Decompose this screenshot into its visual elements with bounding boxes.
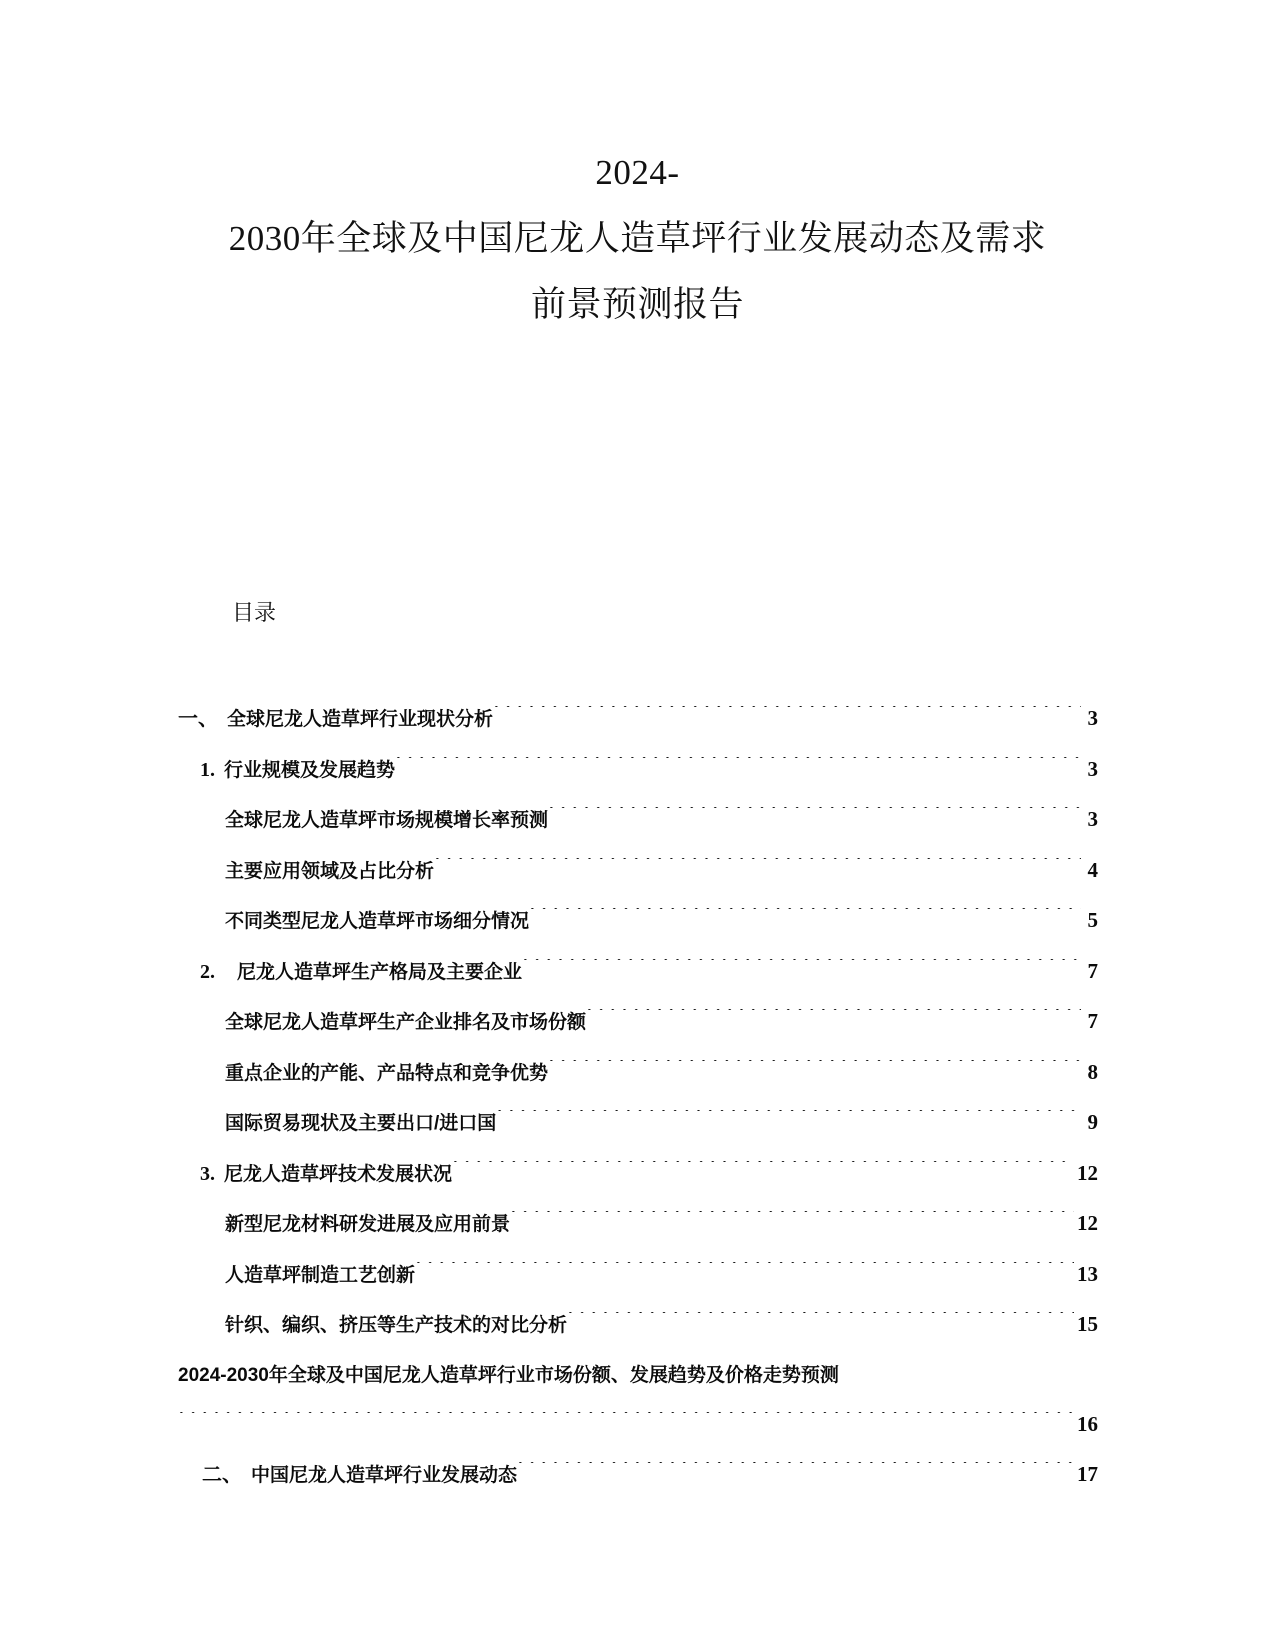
toc-entry-label: 尼龙人造草坪技术发展状况 [224, 1163, 453, 1185]
toc-leader-dots [396, 757, 1081, 776]
toc-leader-dots [568, 1312, 1074, 1331]
toc-leader-dots [587, 1009, 1081, 1028]
toc-entry-page: 3 [1087, 756, 1098, 781]
toc-entry-page: 9 [1087, 1110, 1098, 1134]
toc-entry[interactable] [178, 846, 1098, 897]
toc-entry-label: 行业规模及发展趋势 [224, 759, 396, 781]
toc-entry-number: 二、 [202, 1463, 242, 1486]
title-line-3: 前景预测报告 [530, 285, 744, 324]
toc-entry-label: 针织、编织、挤压等生产技术的对比分析 [225, 1315, 568, 1336]
toc-entry-page: 15 [1077, 1312, 1098, 1336]
toc-entry[interactable] [178, 1450, 1098, 1501]
toc-entry[interactable] [178, 1149, 1098, 1200]
toc-entry-label: 全球尼龙人造草坪市场规模增长率预测 [225, 810, 549, 831]
toc-entry-number: 2. [200, 960, 215, 983]
toc-entry-wrapped-text[interactable] [178, 1351, 1098, 1401]
toc-entry-wrapped-leader[interactable] [178, 1400, 1098, 1450]
toc-entry-label: 主要应用领域及占比分析 [225, 860, 435, 882]
toc-entry-label: 全球尼龙人造草坪生产企业排名及市场份额 [225, 1012, 587, 1033]
toc-entry-page: 5 [1087, 908, 1098, 932]
toc-entry-number: 1. [200, 758, 215, 781]
toc-entry-label: 国际贸易现状及主要出口/进口国 [225, 1113, 497, 1134]
toc-entry-page: 4 [1087, 857, 1098, 882]
toc-entry-page: 3 [1087, 706, 1098, 730]
toc-entry-page: 13 [1077, 1261, 1098, 1286]
toc-entry-number: 一、 [178, 708, 218, 730]
toc-entry[interactable] [178, 795, 1098, 846]
toc-entry-page: 3 [1087, 807, 1098, 831]
toc-leader-dots [518, 1462, 1074, 1481]
toc-entry-page: 12 [1077, 1211, 1098, 1235]
toc-entry[interactable] [178, 1048, 1098, 1099]
toc-entry[interactable] [178, 1199, 1098, 1250]
toc-entry-label: 尼龙人造草坪生产格局及主要企业 [237, 961, 523, 983]
toc-leader-dots [497, 1110, 1081, 1129]
toc-leader-dots [549, 807, 1081, 826]
toc-leader-dots [494, 706, 1081, 725]
toc-leader-dots [416, 1262, 1074, 1281]
toc-entry-label: 中国尼龙人造草坪行业发展动态 [251, 1464, 518, 1486]
toc-entry-label: 2024-2030年全球及中国尼龙人造草坪行业市场份额、发展趋势及价格走势预测 [178, 1364, 839, 1386]
toc-entry[interactable] [178, 694, 1098, 745]
toc-leader-dots [530, 908, 1081, 927]
toc-leader-dots [453, 1161, 1074, 1180]
toc-entry[interactable] [178, 1250, 1098, 1301]
toc-leader-dots [179, 1412, 1074, 1431]
toc-entry-label: 不同类型尼龙人造草坪市场细分情况 [225, 911, 530, 932]
toc-entry-page: 7 [1087, 1009, 1098, 1033]
toc-entry[interactable] [178, 1300, 1098, 1351]
toc-entry-page: 17 [1077, 1461, 1098, 1486]
toc-leader-dots [523, 959, 1081, 978]
toc-entry[interactable] [178, 1098, 1098, 1149]
toc-entry[interactable] [178, 947, 1098, 998]
title-line-1: 2024- [595, 153, 680, 192]
toc-entry-page: 8 [1087, 1059, 1098, 1084]
toc-entry[interactable] [178, 896, 1098, 947]
toc-entry-label: 新型尼龙材料研发进展及应用前景 [225, 1214, 511, 1235]
title-line-2: 2030年全球及中国尼龙人造草坪行业发展动态及需求 [228, 219, 1047, 258]
table-of-contents [178, 694, 1098, 1500]
toc-entry-page: 7 [1087, 958, 1098, 983]
toc-heading: 目录 [232, 600, 277, 625]
toc-entry[interactable] [178, 745, 1098, 796]
toc-entry-page: 12 [1077, 1160, 1098, 1185]
toc-entry-number: 3. [200, 1162, 215, 1185]
toc-entry[interactable] [178, 997, 1098, 1048]
toc-entry-label: 重点企业的产能、产品特点和竞争优势 [225, 1062, 549, 1084]
toc-entry-label: 人造草坪制造工艺创新 [225, 1264, 416, 1286]
toc-entry-page: 16 [1077, 1412, 1098, 1436]
toc-leader-dots [549, 1060, 1081, 1079]
toc-leader-dots [435, 858, 1081, 877]
toc-entry-label: 全球尼龙人造草坪行业现状分析 [227, 709, 494, 730]
document-title [180, 140, 1095, 338]
toc-leader-dots [511, 1211, 1074, 1230]
